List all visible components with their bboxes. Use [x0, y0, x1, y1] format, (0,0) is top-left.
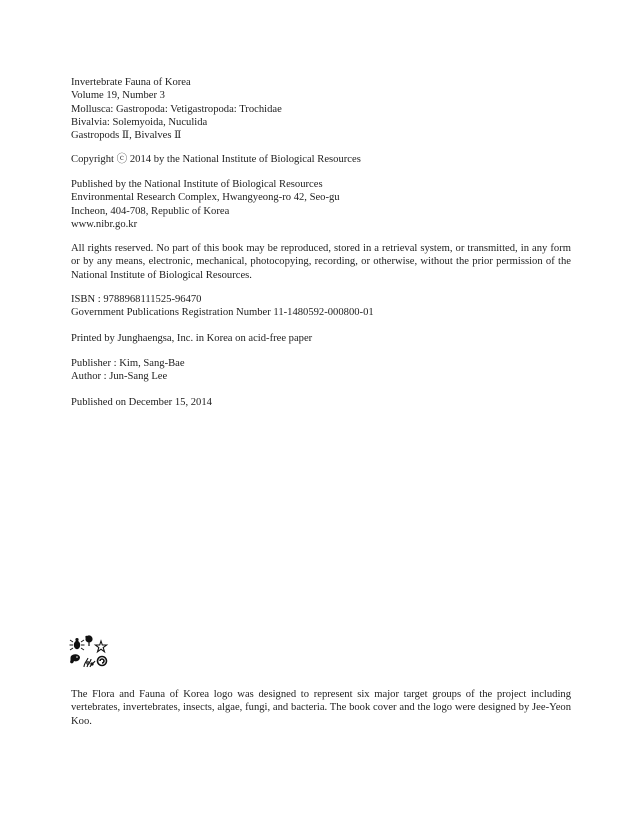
publication-date: Published on December 15, 2014 — [71, 397, 212, 408]
author-credit: Author : Jun-Sang Lee — [71, 371, 168, 383]
copyright-line: Copyright ⓒ 2014 by the National Institute of Biological Resources — [71, 154, 361, 165]
publisher-credit: Publisher : Kim, Sang-Bae — [71, 358, 185, 369]
series-subtitle: Gastropods Ⅱ, Bivalves Ⅱ — [71, 130, 182, 142]
publisher-address-1: Environmental Research Complex, Hwangyeong-ro 42, Seo-gu — [71, 192, 340, 204]
publisher-address-2: Incheon, 404-708, Republic of Korea — [71, 205, 230, 217]
logo-caption: The Flora and Fauna of Korea logo was designed to represent six major target groups of the project including vertebrates, invertebrates, insects, algae, fungi, and bacteria. The book cover and the logo were designed by Jee-Yeon Koo. — [71, 689, 571, 727]
credits-block — [71, 357, 571, 384]
series-taxonomy-1: Mollusca: Gastropoda: Vetigastropoda: Trochidae — [71, 103, 282, 115]
series-info — [71, 76, 571, 142]
series-taxonomy-2: Bivalvia: Solemyoida, Nuculida — [71, 116, 208, 128]
isbn-number: ISBN : 9788968111525-96470 — [71, 294, 202, 305]
series-title: Invertebrate Fauna of Korea — [71, 77, 191, 88]
publisher-name: Published by the National Institute of Biological Resources — [71, 179, 323, 190]
rights-statement: All rights reserved. No part of this book may be reproduced, stored in a retrieval system, or transmitted, in any form or by any means, electronic, mechanical, photocopying, recording, or otherwise, without the prior permission of the National Institute of Biological Resources. — [71, 243, 571, 281]
series-volume: Volume 19, Number 3 — [71, 90, 165, 102]
flora-fauna-logo-icon — [68, 634, 112, 674]
publisher-website: www.nibr.go.kr — [71, 218, 138, 230]
isbn-block — [71, 293, 571, 320]
printer-line: Printed by Junghaengsa, Inc. in Korea on acid-free paper — [71, 333, 313, 344]
gov-registration-number: Government Publications Registration Number 11-1480592-000800-01 — [71, 307, 374, 319]
publisher-block — [71, 178, 571, 231]
